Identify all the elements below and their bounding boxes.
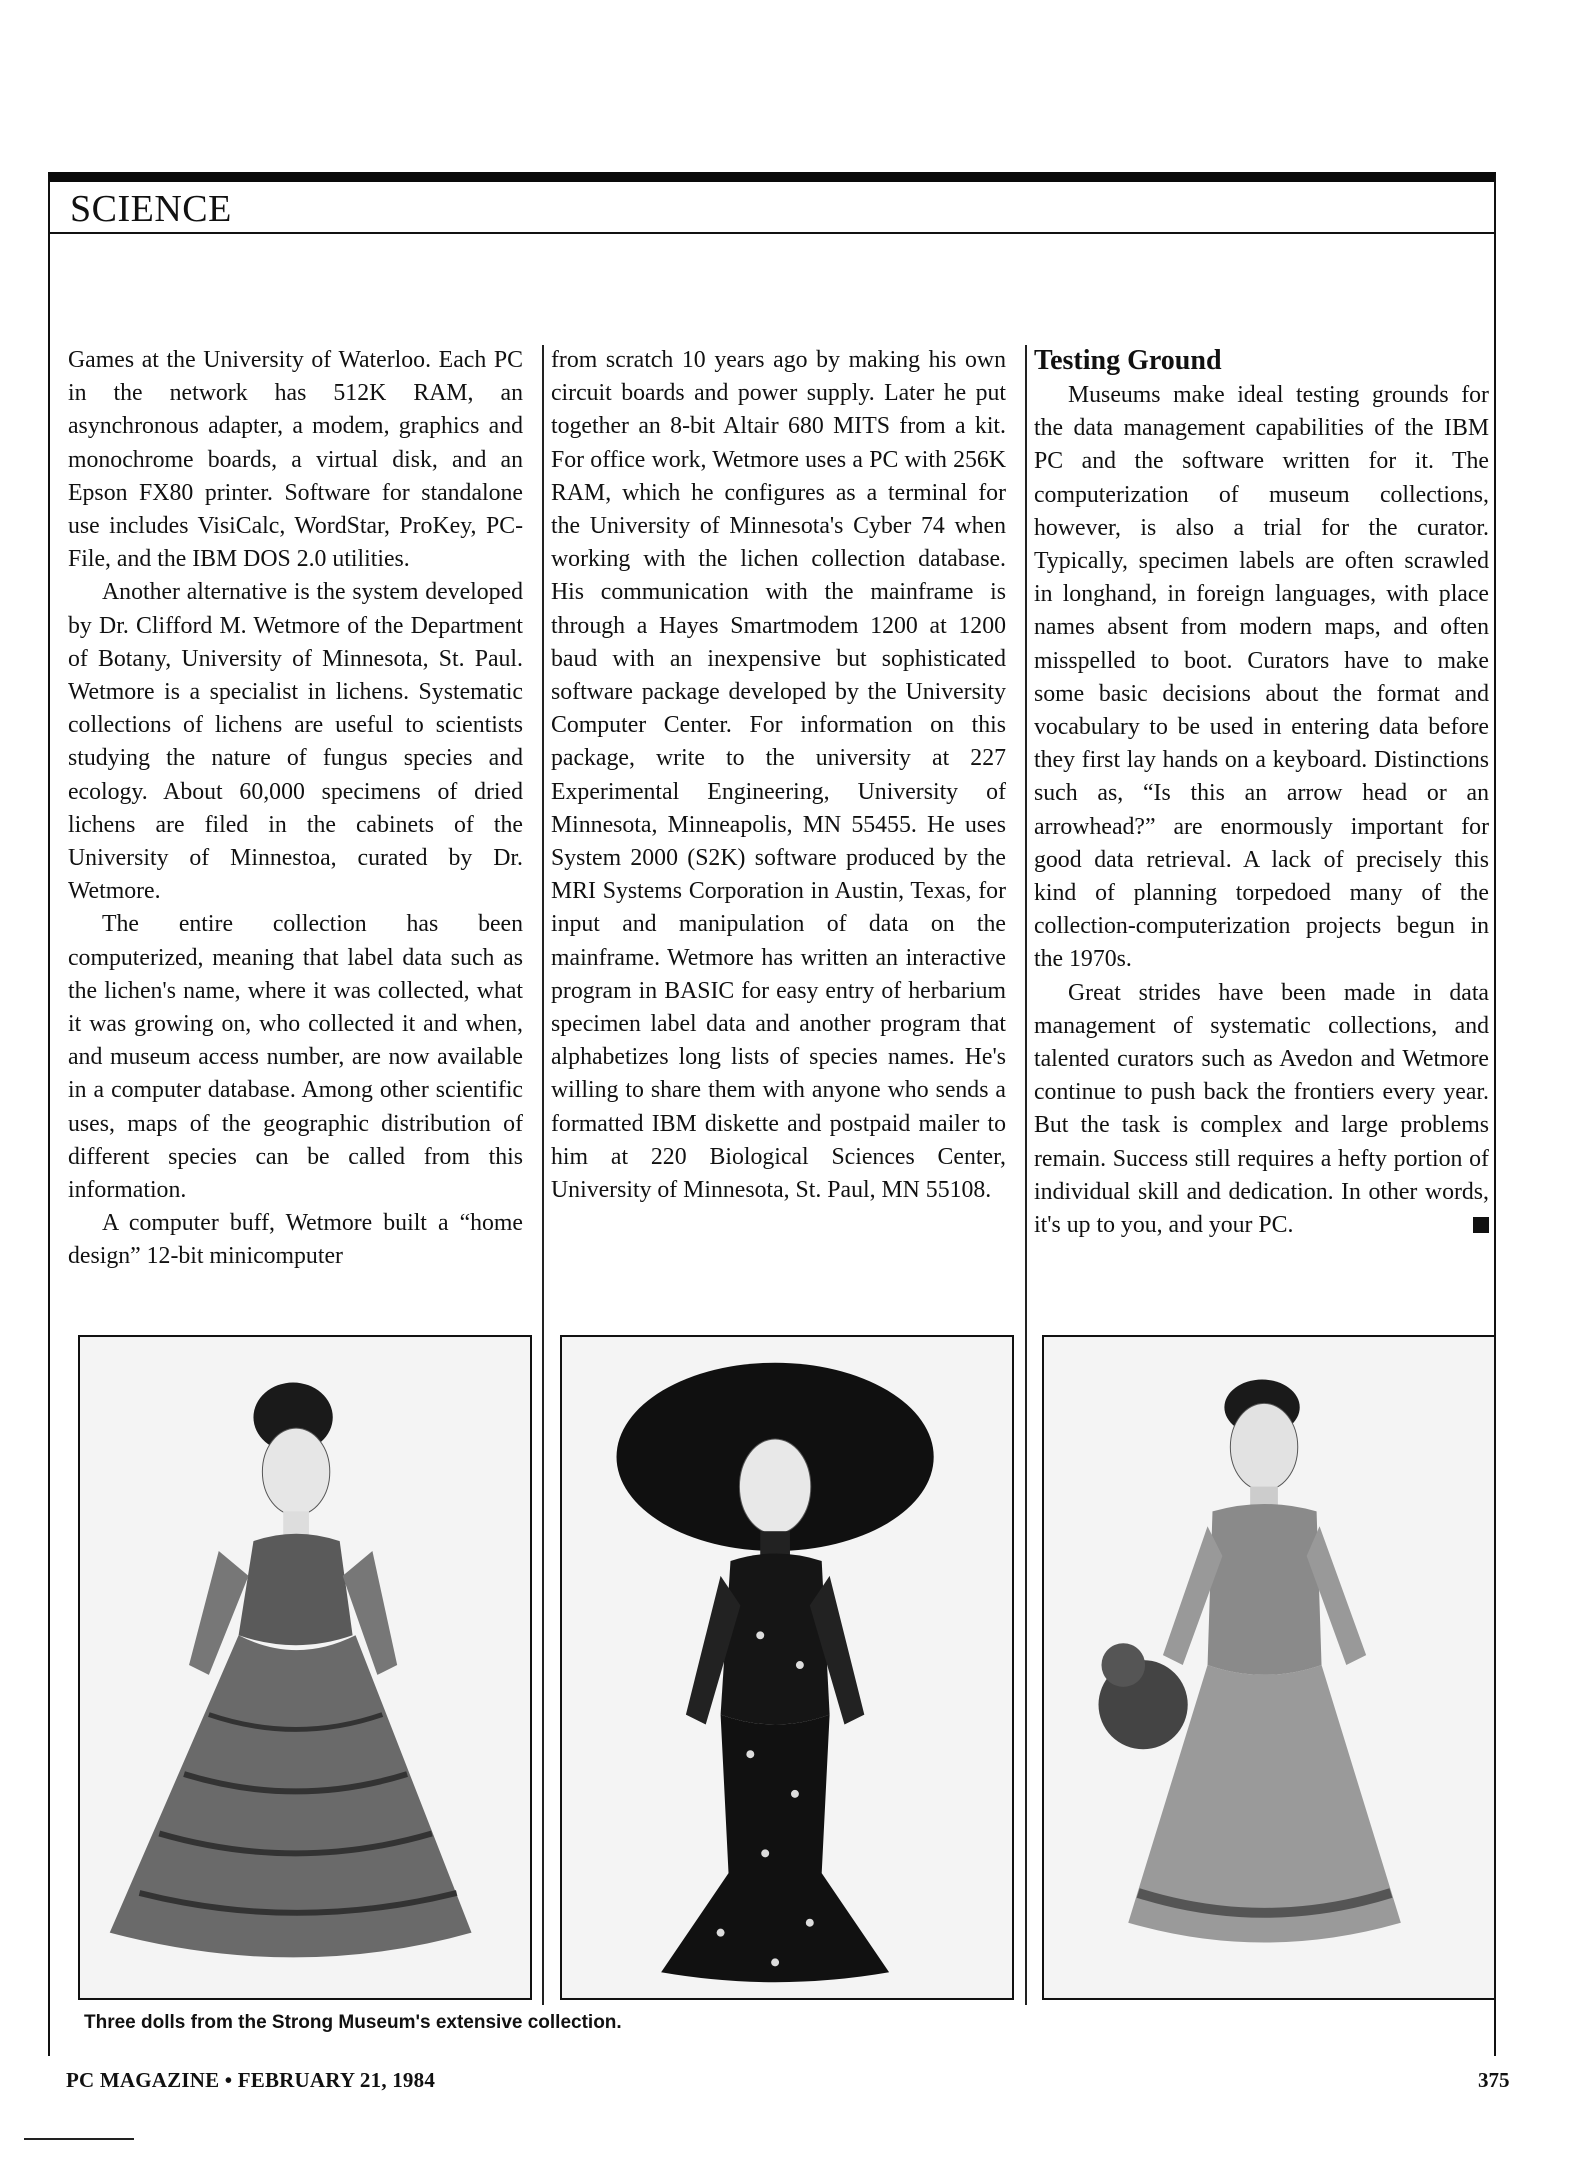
end-of-article-mark <box>1473 1217 1489 1233</box>
subheading: Testing Ground <box>1034 345 1222 376</box>
article-column-3 <box>1034 344 1489 1314</box>
paragraph: Museums make ideal testing grounds for the data management capabilities of the IBM PC and the software written for it. The computerization of museum collections, however, is also a trial for the curator. Typically, specimen labels are often scrawled in longhand, in foreign languages, with place names absent from modern maps, and often misspelled to boot. Curators have to make some basic decisions about the format and vocabulary to be used in entering data before they first lay hands on a keyboard. Distinctions such as, “Is this an arrow head or an arrowhead?” are enormously important for good data retrieval. A lack of precisely this kind of planning torpedoed many of the collection-computerization projects begun in the 1970s. <box>1034 382 1489 973</box>
photo-doll-1 <box>78 1335 532 2000</box>
footer-publication: PC MAGAZINE • FEBRUARY 21, 1984 <box>66 2068 436 2092</box>
paragraph: from scratch 10 years ago by making his own circuit boards and power supply. Later he put together an 8-bit Altair 680 MITS from a kit. For office work, Wetmore uses a PC with 256K RAM, which he configures as a terminal for the University of Minnesota's Cyber 74 when working with the lichen collection database. His communication with the mainframe is through a Hayes Smartmodem 1200 at 1200 baud with an inexpensive but sophisticated software package developed by the University Computer Center. For information on this package, write to the university at 227 Experimental Engineering, University of Minnesota, Minneapolis, MN 55455. He uses System 2000 (S2K) software produced by the MRI Systems Corporation in Austin, Texas, for input and manipulation of data on the mainframe. Wetmore has written an interactive program in BASIC for easy entry of herbarium specimen label data and another program that alphabetizes long lists of species names. He's willing to share them with anyone who sends a formatted IBM diskette and postpaid mailer to him at 220 Biological Sciences Center, University of Minnesota, St. Paul, MN 55108. <box>551 347 1006 1204</box>
doll-crinoline-image <box>80 1337 530 1998</box>
photo-doll-3 <box>1042 1335 1496 2000</box>
paragraph <box>1034 977 1489 1243</box>
doll-bustle-image <box>1044 1337 1494 1998</box>
photo-caption: Three dolls from the Strong Museum's extensive collection. <box>84 2012 622 2033</box>
column-rule-1 <box>542 345 544 2005</box>
paragraph: A computer buff, Wetmore built a “home design” 12-bit minicomputer <box>68 1210 523 1270</box>
section-header <box>48 172 1496 234</box>
frame-left-rule <box>48 234 50 2056</box>
page-number: 375 <box>1478 2068 1510 2092</box>
section-title: SCIENCE <box>70 188 232 230</box>
article-column-1 <box>68 344 523 1314</box>
paragraph: Another alternative is the system developed by Dr. Clifford M. Wetmore of the Department of Botany, University of Minnesota, St. Paul. Wetmore is a specialist in lichens. Systematic collections of lichens are useful to scientists studying the nature of fungus species and ecology. About 60,000 specimens of dried lichens are filed in the cabinets of the University of Minnestoa, curated by Dr. Wetmore. <box>68 579 523 905</box>
paragraph: The entire collection has been computerized, meaning that label data such as the lichen's name, where it was collected, what it was growing on, who collected it and when, and museum access number, are now available in a computer database. Among other scientific uses, maps of the geographic distribution of different species can be called from this information. <box>68 911 523 1204</box>
paragraph: Games at the University of Waterloo. Each PC in the network has 512K RAM, an asynchronous adapter, a modem, graphics and monochrome boards, a virtual disk, and an Epson FX80 printer. Software for standalone use includes VisiCalc, WordStar, ProKey, PC-File, and the IBM DOS 2.0 utilities. <box>68 347 523 573</box>
doll-hat-image <box>562 1337 1012 1998</box>
article-column-2 <box>551 344 1006 1314</box>
scan-artifact-line <box>24 2138 134 2140</box>
column-rule-2 <box>1025 345 1027 2005</box>
photo-doll-2 <box>560 1335 1014 2000</box>
paragraph-text: Great strides have been made in data management of systematic collections, and talented curators such as Avedon and Wetmore continue to push back the frontiers every year. But the task is complex and large problems remain. Success still requires a hefty portion of individual skill and dedication. In other words, it's up to you, and your PC. <box>1034 979 1489 1239</box>
